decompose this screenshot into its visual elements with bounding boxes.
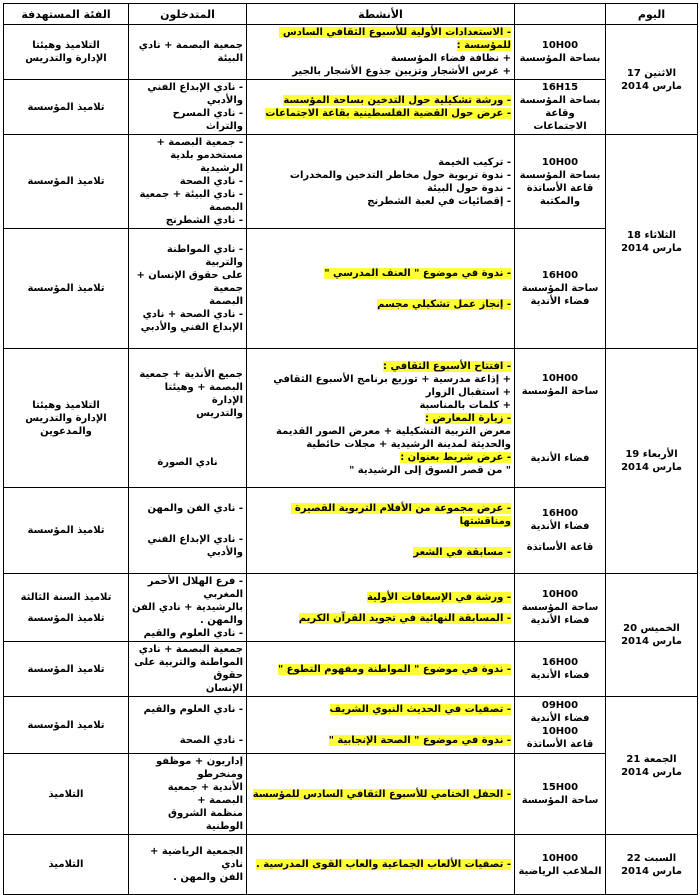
activity-item: - عرض شريط بعنوان : — [400, 451, 511, 463]
participants-cell — [129, 25, 247, 80]
activity-item: معرض التربية التشكيلية + معرض الصور القديمة — [276, 425, 511, 437]
table-row — [4, 697, 698, 754]
table-row — [4, 80, 698, 135]
place-text: فضاء الأندية — [530, 452, 590, 464]
day-date: مارس 2014 — [621, 242, 682, 254]
place-text: ساحة المؤسسة — [521, 795, 599, 806]
activity-item: - ندوة في موضوع " المواطنة ومفهوم التطوع " — [277, 663, 511, 675]
table-row — [4, 229, 698, 349]
audience-text: تلاميذ المؤسسة — [27, 719, 105, 731]
participants-cell — [129, 229, 247, 349]
audience-cell — [4, 229, 129, 349]
schedule-table — [3, 3, 698, 895]
time-place-cell — [515, 697, 606, 754]
activity-item: - ندوة في موضوع " العنف المدرسي " — [324, 267, 511, 279]
place-text: بساحة المؤسسة — [519, 53, 601, 64]
header-audience: الفئة المستهدفة — [4, 4, 129, 25]
table-row — [4, 574, 698, 642]
participant-text: البصمة — [209, 202, 243, 213]
day-cell — [606, 135, 698, 349]
participant-text: - نادي الصحة — [179, 735, 243, 746]
audience-text: التلاميذ — [48, 788, 84, 800]
day-cell — [606, 574, 698, 697]
day-label: الثلاثاء 18 — [627, 229, 676, 241]
day-label: السبت 22 — [626, 852, 677, 864]
day-cell — [606, 349, 698, 574]
participant-text: جمعية البصمة + نادي البيئة — [135, 40, 243, 64]
audience-text: تلاميذ السنة الثالثة — [20, 591, 112, 603]
activity-item: - إقصائيات في لعبة الشطرنج — [367, 195, 511, 207]
participant-text: - نادي العلوم والقيم — [143, 704, 243, 715]
activity-item: + إذاعة مدرسية + توزيع برنامج الأسبوع الثقافي — [273, 373, 511, 385]
participant-text: والمهن . — [200, 615, 243, 626]
time-place-cell — [515, 574, 606, 642]
audience-cell — [4, 754, 129, 835]
table-row — [4, 135, 698, 229]
table-row — [4, 25, 698, 80]
place-text: فضاء الأندية — [530, 670, 590, 681]
time-place-cell — [515, 25, 606, 80]
participants-cell — [129, 835, 247, 895]
activity-item: + غرس الأشجار وتزيين جذوع الأشجار بالجير — [292, 66, 511, 77]
time-place-cell — [515, 835, 606, 895]
time-place-cell — [515, 488, 606, 574]
place-text: فضاء الأندية — [530, 713, 590, 724]
participant-text: - نادي المواطنة والتربية — [163, 244, 243, 268]
place-text: وقاعة الاجتماعات — [533, 108, 587, 132]
time-text: 16H00 — [541, 508, 579, 519]
time-text: 09H00 — [541, 700, 579, 711]
activity-item: - مسابقة في الشعر — [413, 547, 511, 558]
header-time — [515, 4, 606, 25]
audience-text: التلاميذ وهيئتا — [32, 399, 100, 411]
activity-item: - ندوة حول البيئة — [427, 182, 511, 194]
participants-cell — [129, 488, 247, 574]
table-row — [4, 835, 698, 895]
participant-text: - نادي الصحة — [179, 176, 243, 187]
audience-cell — [4, 135, 129, 229]
participant-text: مستخدمو بلدية الرشيدية — [166, 150, 243, 174]
participant-text: - نادي المسرح والتراث — [169, 108, 243, 132]
time-place-cell — [515, 754, 606, 835]
time-text: 10H00 — [541, 372, 579, 384]
day-cell — [606, 697, 698, 835]
day-date: مارس 2014 — [621, 80, 682, 92]
activity-item: " من قصر السوق إلى الرشيدية " — [349, 464, 511, 476]
participants-cell — [129, 349, 247, 488]
activity-item: - الحفل الختامي للأسبوع الثقافي السادس للمؤسسة — [252, 788, 511, 800]
time-text: 16H00 — [541, 657, 579, 668]
activity-item: + استقبال الزوار — [425, 386, 511, 398]
audience-cell — [4, 80, 129, 135]
participant-text: - نادي الفن والمهن — [147, 503, 243, 514]
participant-text: البصمة — [209, 296, 243, 307]
table-row — [4, 349, 698, 488]
participant-text: جميع الأندية + جمعية — [139, 368, 243, 380]
audience-cell — [4, 488, 129, 574]
time-text: 10H00 — [541, 156, 579, 168]
activity-item: - زيارة المعارض : — [424, 412, 511, 424]
activities-cell — [247, 135, 515, 229]
audience-text: تلاميذ المؤسسة — [27, 612, 105, 624]
audience-cell — [4, 574, 129, 642]
time-place-cell — [515, 80, 606, 135]
activity-item: - ندوة تربوية حول مخاطر التدخين والمخدرات — [289, 169, 511, 181]
participant-text: الجمعية الرياضية + نادي — [146, 846, 243, 870]
audience-text: تلاميذ المؤسسة — [27, 101, 105, 113]
audience-cell — [4, 349, 129, 488]
activities-cell — [247, 349, 515, 488]
time-text: 10H00 — [541, 589, 579, 600]
place-text: الملاعب الرياضية — [518, 865, 602, 877]
audience-cell — [4, 25, 129, 80]
table-row — [4, 488, 698, 574]
place-text: قاعة الأساتذة — [526, 739, 594, 750]
audience-cell — [4, 835, 129, 895]
participant-text: الفن والمهن . — [173, 872, 243, 883]
activity-item: - إنجاز عمل تشكيلي مجسم — [377, 298, 511, 310]
activities-cell — [247, 25, 515, 80]
time-place-cell — [515, 642, 606, 697]
day-date: مارس 2014 — [621, 636, 682, 647]
activity-item: + كلمات بالمناسبة — [419, 399, 511, 411]
place-text: ساحة المؤسسة — [521, 283, 599, 294]
day-date: مارس 2014 — [621, 462, 682, 473]
time-text: 15H00 — [541, 782, 579, 793]
time-place-cell — [515, 229, 606, 349]
participant-text: البصمة + وهيئتا الإدارة — [161, 381, 243, 406]
participant-text: الإبداع الفني والأدبي — [140, 322, 243, 333]
activity-item: - افتتاح الأسبوع الثقافي : — [383, 360, 511, 372]
activities-cell — [247, 754, 515, 835]
participants-cell — [129, 754, 247, 835]
participant-text: - جمعية البصمة + — [156, 137, 243, 148]
header-day: اليوم — [606, 4, 698, 25]
place-text: ساحة المؤسسة — [521, 602, 599, 613]
time-text: 10H00 — [541, 852, 579, 864]
audience-text: التلاميذ — [48, 859, 84, 870]
participant-text: إداريون + موظفو ومنخرطو — [152, 756, 243, 780]
header-activities: الأنشطة — [247, 4, 515, 25]
participant-text: - نادي الإبداع الفني والأدبي — [143, 82, 243, 106]
audience-text: تلاميذ المؤسسة — [27, 283, 105, 294]
activities-cell — [247, 80, 515, 135]
place-text: قاعة الأساتذة — [526, 542, 594, 553]
audience-text: تلاميذ المؤسسة — [27, 176, 105, 187]
place-text: فضاء الأندية — [530, 615, 590, 626]
activity-item: - ورشة في الإسعافات الأولية — [366, 591, 511, 603]
place-text: فضاء الأندية — [530, 521, 590, 532]
time-text: 10H00 — [541, 726, 579, 737]
participant-text: بالرشيدية + نادي الفن — [131, 602, 243, 613]
participant-text: والتدريس — [196, 407, 243, 419]
time-place-cell — [515, 349, 606, 488]
audience-cell — [4, 697, 129, 754]
activity-item: - المسابقة النهائية في تجويد القرآن الكريم — [298, 612, 511, 624]
participants-cell — [129, 697, 247, 754]
place-text: فضاء الأندية — [530, 296, 590, 307]
audience-text: تلاميذ المؤسسة — [27, 663, 105, 675]
header-participants: المتدخلون — [129, 4, 247, 25]
activity-item: - عرض مجموعة من الأفلام التربوية القصيرة ومناقشتها — [291, 503, 511, 527]
activity-item: - الاستعدادات الأولية للأسبوع الثقافي السادس للمؤسسة : — [279, 27, 511, 51]
audience-text: الإدارة والتدريس — [25, 412, 107, 424]
day-cell — [606, 835, 698, 895]
activities-cell — [247, 574, 515, 642]
activities-cell — [247, 835, 515, 895]
day-label: الاثنين 17 — [626, 67, 677, 79]
participant-text: - نادي البيئة + جمعية — [139, 189, 243, 200]
time-text: 16H00 — [541, 270, 579, 281]
audience-text: تلاميذ المؤسسة — [27, 525, 105, 536]
activities-cell — [247, 697, 515, 754]
place-text: ساحة المؤسسة — [521, 385, 599, 397]
participant-text: جمعية البصمة + نادي — [138, 644, 243, 655]
participant-text: - نادي الإبداع الفني والأدبي — [143, 534, 243, 558]
activity-item: - عرض حول القضية الفلسطينية بقاعة الاجتماعات — [265, 108, 511, 119]
time-text: 10H00 — [541, 40, 579, 51]
audience-text: التلاميذ وهيئتا — [32, 40, 100, 51]
activity-item: + نظافة فضاء المؤسسة — [390, 53, 511, 64]
place-text: قاعة الأساتذة — [526, 182, 594, 194]
participant-text: - نادي العلوم والقيم — [143, 628, 243, 639]
day-date: مارس 2014 — [621, 766, 682, 778]
participants-cell — [129, 574, 247, 642]
activity-item: والحديثة لمدينة الرشيدية + مجلات حائطية — [306, 438, 511, 450]
day-cell — [606, 25, 698, 135]
activities-cell — [247, 642, 515, 697]
participant-text: المواطنة والتربية على حقوق — [130, 657, 243, 681]
participants-cell — [129, 80, 247, 135]
audience-text: الإدارة والتدريس — [25, 53, 107, 64]
participant-text: نادي الصورة — [157, 456, 218, 468]
activity-item: - تصفيات في الحديث النبوي الشريف — [329, 704, 511, 715]
time-text: 16H15 — [541, 82, 579, 93]
day-date: مارس 2014 — [621, 865, 682, 877]
place-text: والمكتبة — [539, 195, 581, 207]
day-label: الخميس 20 — [623, 623, 680, 634]
activity-item: - ورشة تشكيلية حول التدخين بساحة المؤسسة — [283, 95, 511, 106]
participant-text: الإنسان — [205, 683, 243, 694]
activities-cell — [247, 229, 515, 349]
time-place-cell — [515, 135, 606, 229]
participant-text: الأندية + جمعية البصمة + — [164, 782, 243, 806]
place-text: بساحة المؤسسة — [519, 95, 601, 106]
table-row — [4, 754, 698, 835]
activity-item: - تصفيات الألعاب الجماعية والعاب القوى المدرسية . — [256, 859, 511, 870]
participant-text: - نادي الصحة + نادي — [142, 309, 243, 320]
activity-item: - تركيب الخيمة — [438, 156, 511, 168]
audience-text: والمدعوين — [40, 425, 92, 437]
participants-cell — [129, 642, 247, 697]
participant-text: منظمة الشروق الوطنية — [164, 808, 243, 832]
day-label: الجمعة 21 — [626, 753, 677, 765]
participant-text: - فرع الهلال الأحمر المغربي — [144, 576, 243, 600]
day-label: الأربعاء 19 — [625, 449, 678, 460]
participant-text: - نادي الشطرنج — [165, 215, 243, 226]
table-row — [4, 642, 698, 697]
place-text: بساحة المؤسسة — [519, 169, 601, 181]
activities-cell — [247, 488, 515, 574]
participants-cell — [129, 135, 247, 229]
audience-cell — [4, 642, 129, 697]
participant-text: على حقوق الإنسان + جمعية — [132, 270, 243, 294]
activity-item: - ندوة في موضوع " الصحة الإنجابية " — [328, 735, 511, 746]
header-row — [4, 4, 698, 25]
